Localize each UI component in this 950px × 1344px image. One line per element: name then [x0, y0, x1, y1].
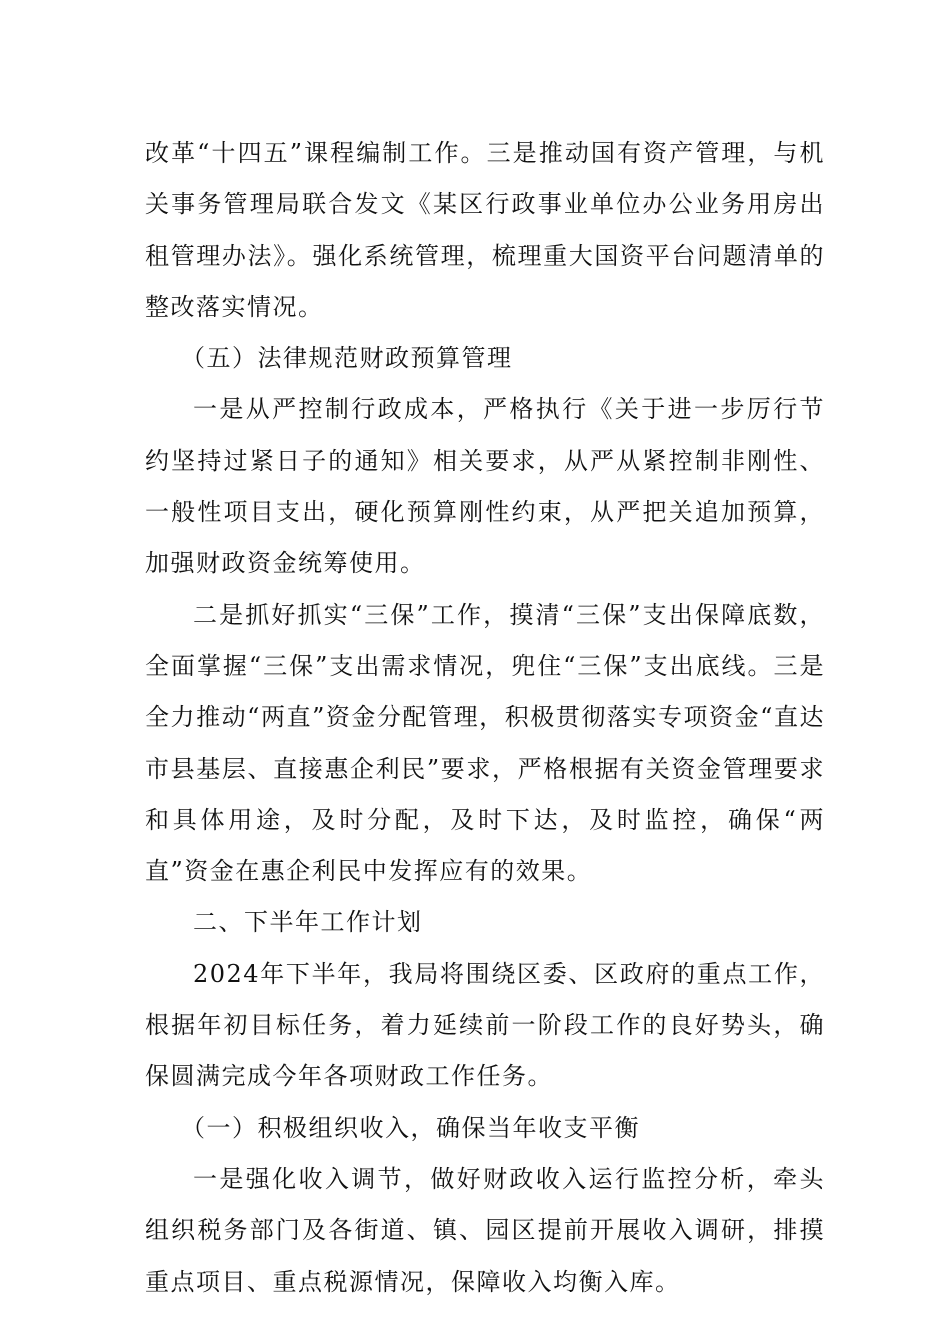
paragraph-cost-control: 一是从严控制行政成本，严格执行《关于进一步厉行节约坚持过紧日子的通知》相关要求，从严从紧控制非刚性、一般性项目支出，硬化预算刚性约束，从严把关追加预算，加强财政资金统筹使用。	[145, 395, 825, 578]
paragraph-revenue-regulation: 一是强化收入调节，做好财政收入运行监控分析，牵头组织税务部门及各街道、镇、园区提前开展收入调研，排摸重点项目、重点税源情况，保障收入均衡入库。	[145, 1164, 825, 1296]
document-body	[145, 128, 825, 1308]
section-subheading-5: （五）法律规范财政预算管理	[181, 344, 513, 373]
section-subheading-1: （一）积极组织收入，确保当年收支平衡	[181, 1113, 640, 1142]
paragraph-continuation: 改革“十四五”课程编制工作。三是推动国有资产管理，与机关事务管理局联合发文《某区行政事业单位办公业务用房出租管理办法》。强化系统管理，梳理重大国资平台问题清单的整改落实情况。	[145, 139, 825, 321]
section-heading-second-half-plan: 二、下半年工作计划	[193, 908, 423, 937]
paragraph-three-guarantees: 二是抓好抓实“三保”工作，摸清“三保”支出保障底数，全面掌握“三保”支出需求情况，兜住“三保”支出底线。三是全力推动“两直”资金分配管理，积极贯彻落实专项资金“直达市县基层、直接惠企利民”要求，严格根据有关资金管理要求和具体用途，及时分配，及时下达，及时监控，确保“两直”资金在惠企利民中发挥应有的效果。	[145, 600, 825, 886]
paragraph-plan-intro: 2024年下半年，我局将围绕区委、区政府的重点工作，根据年初目标任务，着力延续前一阶段工作的良好势头，确保圆满完成今年各项财政工作任务。	[145, 959, 825, 1091]
